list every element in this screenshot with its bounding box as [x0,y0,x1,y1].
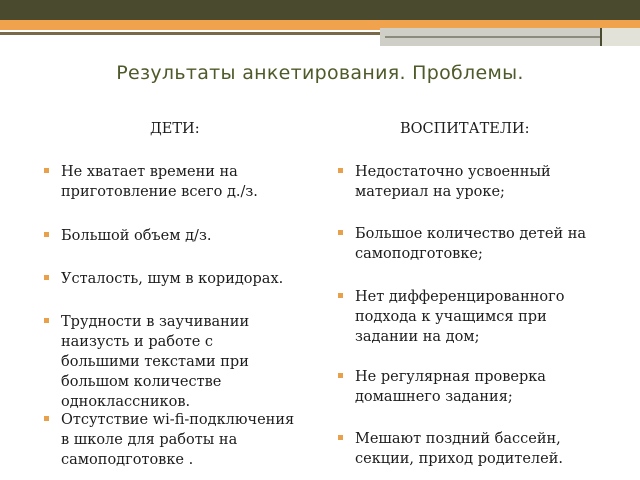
bullet-icon [338,168,343,173]
list-item-text: Недостаточно усвоенный материал на уроке; [355,164,551,200]
banner-dark-band [0,0,640,20]
bullet-icon [44,318,49,323]
list-item-text: Большой объем д/з. [61,228,212,244]
banner-gray-line [385,36,605,38]
bullet-icon [44,275,49,280]
list-item [61,410,301,470]
bullet-icon [338,435,343,440]
list-item [355,287,605,347]
column-heading-teachers: ВОСПИТАТЕЛИ: [400,121,530,137]
bullet-icon [44,416,49,421]
list-item [61,162,311,202]
list-item-text: Не хватает времени на приготовление всего д./з. [61,164,258,200]
list-item-text: Большое количество детей на самоподготовке; [355,226,587,262]
bullet-icon [338,293,343,298]
list-item-text: Не регулярная проверка домашнего задания; [355,369,546,405]
list-item [61,312,286,412]
bullet-icon [44,232,49,237]
list-item [61,226,311,246]
bullet-icon [338,373,343,378]
list-item [355,224,600,264]
list-item-text: Отсутствие wi-fi-подключения в школе для работы на самоподготовке . [61,412,295,468]
list-item [355,367,575,407]
bullet-icon [338,230,343,235]
bullet-icon [44,168,49,173]
banner-thin-line [0,32,380,35]
list-item-text: Трудности в заучивании наизусть и работе с большими текстами при большом количестве одноклассников. [61,314,250,410]
list-item-text: Усталость, шум в коридорах. [61,271,284,287]
list-item [355,162,595,202]
list-item [61,269,321,289]
list-item [355,429,600,469]
banner-right-block [600,28,640,46]
column-heading-children: ДЕТИ: [150,121,200,137]
slide-title: Результаты анкетирования. Проблемы. [116,62,524,84]
list-item-text: Нет дифференцированного подхода к учащимся при задании на дом; [355,289,565,345]
list-item-text: Мешают поздний бассейн, секции, приход родителей. [355,431,563,467]
